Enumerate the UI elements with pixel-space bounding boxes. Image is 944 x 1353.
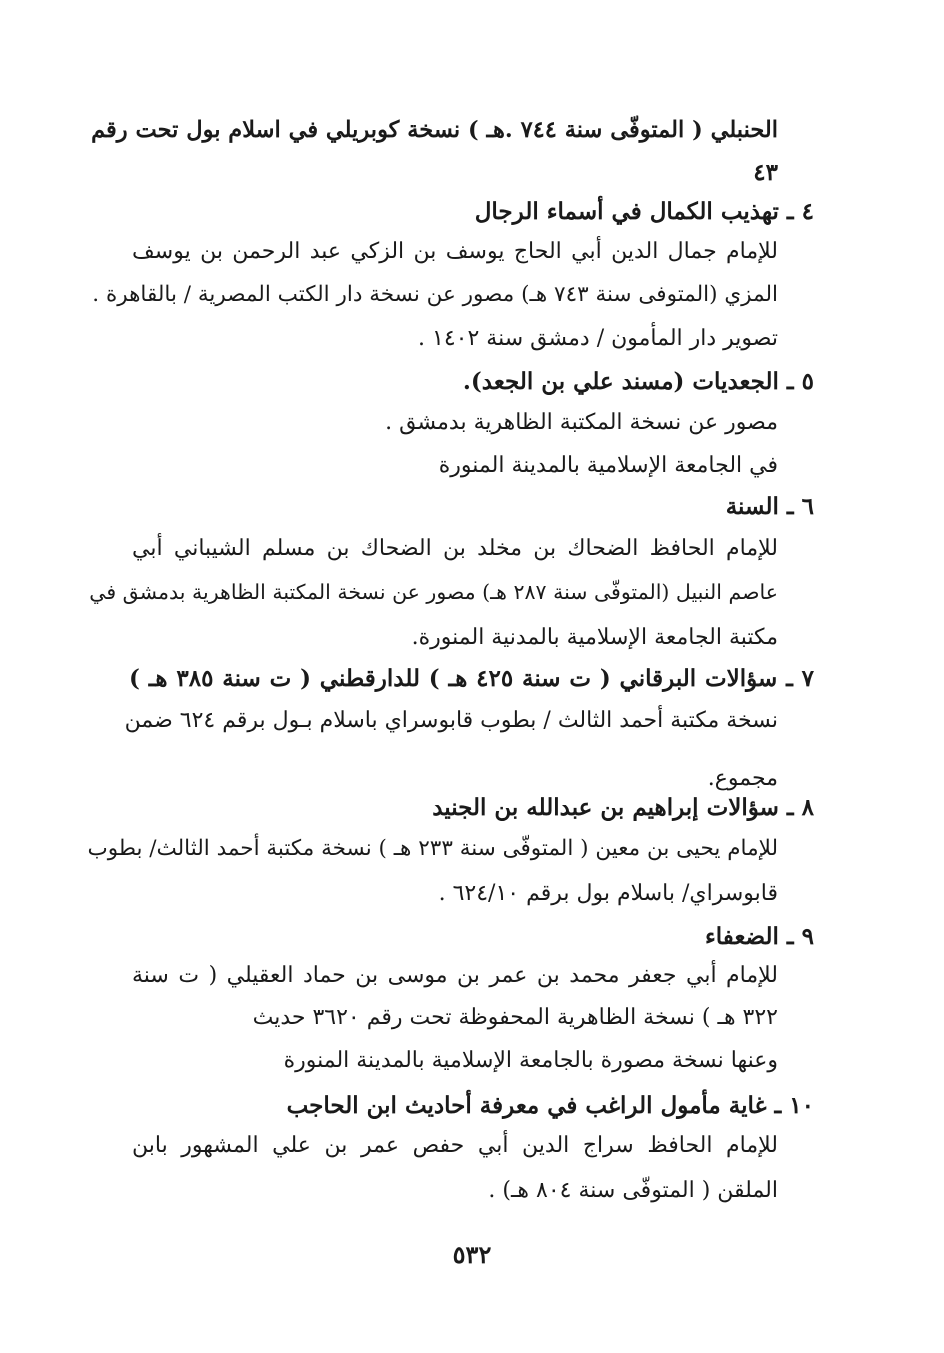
entry-heading-6: ٦ ـ السنة (725, 493, 814, 520)
entry-body-6-line-3: مكتبة الجامعة الإسلامية بالمدنية المنورة. (411, 625, 778, 650)
text-line-number: ٤٣ (753, 159, 778, 186)
entry-body-4-line-2: المزي (المتوفى سنة ٧٤٣ هـ) مصور عن نسخة دار الكتب المصرية / بالقاهرة . (92, 282, 778, 307)
entry-body-9-line-3: وعنها نسخة مصورة بالجامعة الإسلامية بالمدينة المنورة (283, 1048, 778, 1073)
entry-body-7-line-1: نسخة مكتبة أحمد الثالث / بطوب قابوسراي باسلام بـول برقم ٦٢٤ ضمن (124, 708, 778, 733)
entry-heading-9: ٩ ـ الضعفاء (704, 923, 814, 950)
entry-body-9-line-1: للإمام أبي جعفر محمد بن عمر بن موسى بن حماد العقيلي ( ت سنة (132, 963, 778, 988)
entry-heading-4: ٤ ـ تهذيب الكمال في أسماء الرجال (474, 198, 814, 225)
entry-body-10-line-2: الملقن ( المتوفّى سنة ٨٠٤ هـ) . (488, 1178, 778, 1203)
entry-body-5-line-1: مصور عن نسخة المكتبة الظاهرية بدمشق . (385, 410, 778, 435)
entry-body-10-line-1: للإمام الحافظ سراج الدين أبي حفص عمر بن علي المشهور بابن (132, 1133, 778, 1158)
entry-body-4-line-1: للإمام جمال الدين أبي الحاج يوسف بن الزكي عبد الرحمن بن يوسف (132, 239, 778, 264)
text-line-continuation: الحنبلي ( المتوفّى سنة ٧٤٤ .هـ ) نسخة كوبريلي في اسلام بول تحت رقم (91, 117, 778, 143)
entry-heading-5: ٥ ـ الجعديات (مسند علي بن الجعد). (462, 368, 814, 395)
page-number: ٥٣٢ (452, 1240, 492, 1269)
entry-heading-8: ٨ ـ سؤالات إبراهيم بن عبدالله بن الجنيد (432, 794, 814, 821)
entry-body-7-line-2: مجموع. (707, 766, 778, 791)
entry-body-5-line-2: في الجامعة الإسلامية بالمدينة المنورة (438, 453, 778, 478)
entry-body-6-line-1: للإمام الحافظ الضحاك بن مخلد بن الضحاك بن مسلم الشيباني أبي (132, 536, 778, 561)
entry-body-8-line-2: قابوسراي/ باسلام بول برقم ٦٢٤/١٠ . (438, 881, 778, 906)
entry-heading-7: ٧ ـ سؤالات البرقاني ( ت سنة ٤٢٥ هـ ) للدارقطني ( ت سنة ٣٨٥ هـ ) (129, 665, 815, 692)
entry-heading-10: ١٠ ـ غاية مأمول الراغب في معرفة أحاديث ابن الحاجب (286, 1092, 814, 1119)
entry-body-8-line-1: للإمام يحيى بن معين ( المتوفّى سنة ٢٣٣ هـ ) نسخة مكتبة أحمد الثالث/ بطوب (87, 836, 778, 861)
entry-body-6-line-2: عاصم النبيل (المتوفّى سنة ٢٨٧ هـ) مصور عن نسخة المكتبة الظاهرية بدمشق في (89, 580, 778, 604)
entry-body-4-line-3: تصوير دار المأمون / دمشق سنة ١٤٠٢ . (418, 326, 778, 351)
entry-body-9-line-2: ٣٢٢ هـ ) نسخة الظاهرية المحفوظة تحت رقم ٣٦٢٠ حديث (252, 1005, 778, 1030)
